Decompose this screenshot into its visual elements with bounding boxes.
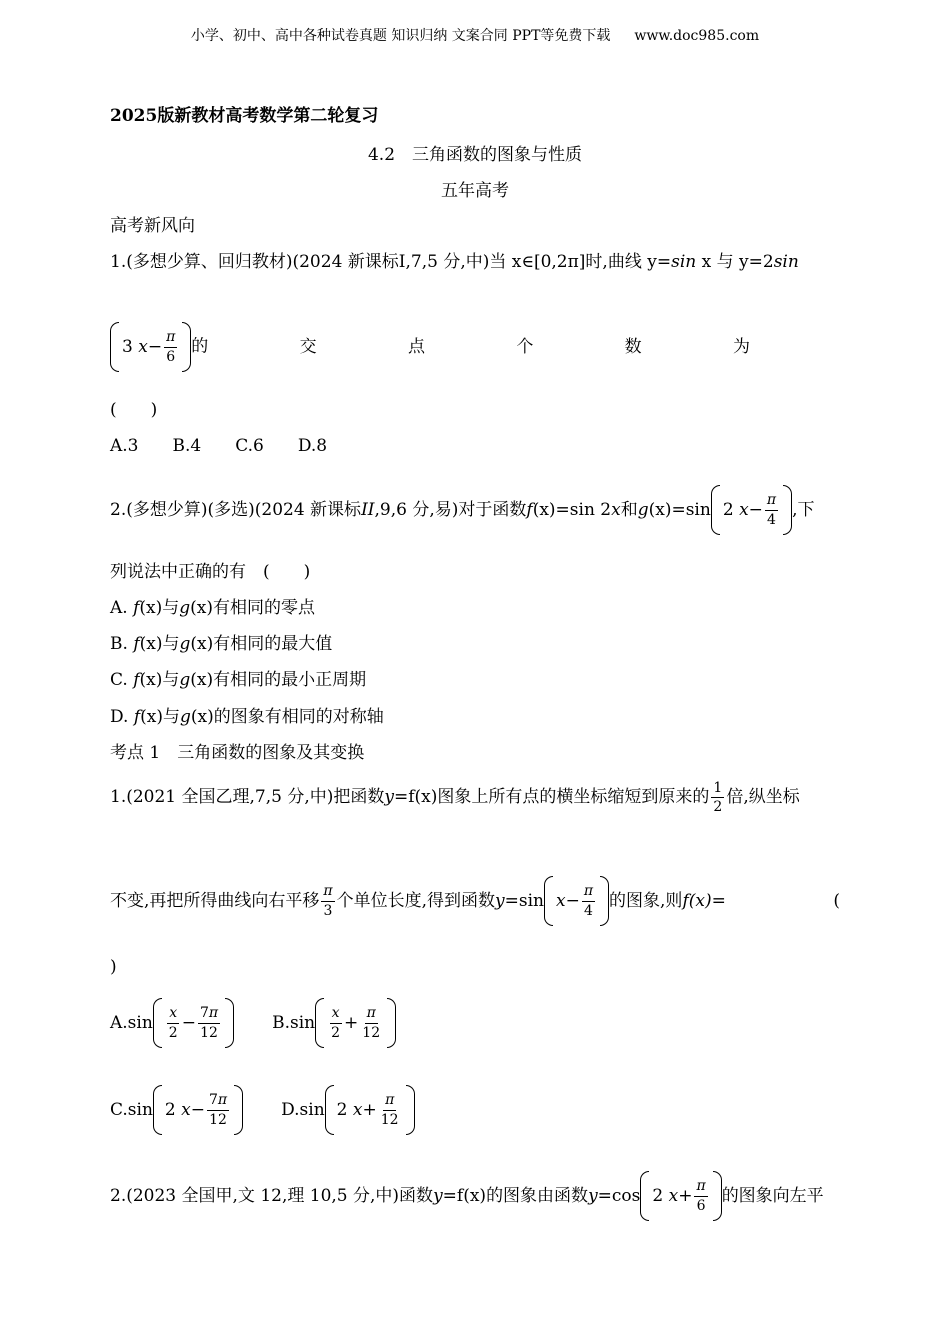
q2-line2: 列说法中正确的有 ( ) xyxy=(110,562,311,582)
q3-line2: 不变,再把所得曲线向右平移 π 3 个单位长度,得到函数 y =sin x − $\frac{\pi}{4}$ 的图象,则 f(x)= ( xyxy=(110,876,840,926)
q3-option-d: D.sin 2 x + $\frac{\pi}{12}$ xyxy=(281,1085,414,1135)
q2-option-a: A. f(x)与g(x)有相同的零点 xyxy=(110,598,315,618)
q2-option-c: C. f(x)与g(x)有相同的最小正周期 xyxy=(110,670,367,690)
q2-option-b: B. f(x)与g(x)有相同的最大值 xyxy=(110,634,333,654)
q3-option-c: C.sin 2 x − $\frac{7\pi}{12}$ xyxy=(110,1085,243,1135)
fraction-pi-6: $\frac{\pi}{6}$ xyxy=(696,1178,706,1214)
q2-option-d: D. f(x)与g(x)的图象有相同的对称轴 xyxy=(110,707,384,727)
section-title: 4.2 三角函数的图象与性质 xyxy=(367,145,583,165)
header-website: www.doc985.com xyxy=(634,28,760,44)
document-title: 2025版新教材高考数学第二轮复习 xyxy=(110,106,379,126)
q3-paren-close: ) xyxy=(110,957,117,977)
page-header xyxy=(0,28,950,45)
fraction-pi-6: $\frac{\pi}{6}$ xyxy=(166,329,176,365)
fraction-pi-4: $\frac{\pi}{4}$ xyxy=(766,492,777,528)
header-left-text: 小学、初中、高中各种试卷真题 知识归纳 文案合同 PPT等免费下载 xyxy=(190,28,611,44)
q3-options-row1 xyxy=(110,998,396,1048)
q3-option-b: B.sin x 2 + $\frac{\pi}{12}$ xyxy=(272,998,396,1048)
q2-line1: 2.(多想少算)(多选)(2024 新课标 II ,9,6 分,易)对于函数 f (x) =sin 2 x 和 g (x) =sin 2 x − $\frac{\pi}{4}$ ,下 xyxy=(110,485,840,535)
q1-answer-blank: ( ) xyxy=(110,400,158,420)
paren-expression: 3 x − $\frac{\pi}{6}$ xyxy=(110,322,191,372)
q3-options-row2 xyxy=(110,1085,415,1135)
q1-argument: 3 x − $\frac{\pi}{6}$ 的 xyxy=(110,322,208,372)
q3-line1: 1.(2021 全国乙理,7,5 分,中)把函数 y =f(x) 图象上所有点的横坐标缩短到原来的 1 2 倍,纵坐标 xyxy=(110,780,800,816)
fraction-pi-4: $\frac{\pi}{4}$ xyxy=(583,883,594,919)
fraction-pi-3: π 3 xyxy=(323,883,333,919)
q1-line1: 1.(多想少算、回归教材)(2024 新课标Ⅰ,7,5 分,中)当 x∈[0,2π]时,曲线 y=sin x 与 y=2sin xyxy=(110,252,799,272)
heading-topic-1: 考点 1 三角函数的图象及其变换 xyxy=(110,743,365,763)
q1-options: A.3 B.4 C.6 D.8 xyxy=(110,436,328,456)
paren-expression: 2 x − $\frac{\pi}{4}$ xyxy=(711,485,792,535)
q4-line1: 2.(2023 全国甲,文 12,理 10,5 分,中)函数 y =f(x) 的图象由函数 y =cos 2 x + $\frac{\pi}{6}$ 的图象向左平 xyxy=(110,1171,840,1221)
subtitle: 五年高考 xyxy=(441,181,509,201)
q3-option-a: A.sin x 2 − $\frac{7\pi}{12}$ xyxy=(110,998,234,1048)
heading-new-trends: 高考新风向 xyxy=(110,216,195,236)
paren-expression: x − $\frac{\pi}{4}$ xyxy=(544,876,609,926)
q1-line2: 3 x − $\frac{\pi}{6}$ 的 交 点 个 数 为 xyxy=(110,322,750,372)
paren-expression: 2 x + $\frac{\pi}{6}$ xyxy=(640,1171,721,1221)
fraction-1-2: 1 2 xyxy=(713,780,723,816)
